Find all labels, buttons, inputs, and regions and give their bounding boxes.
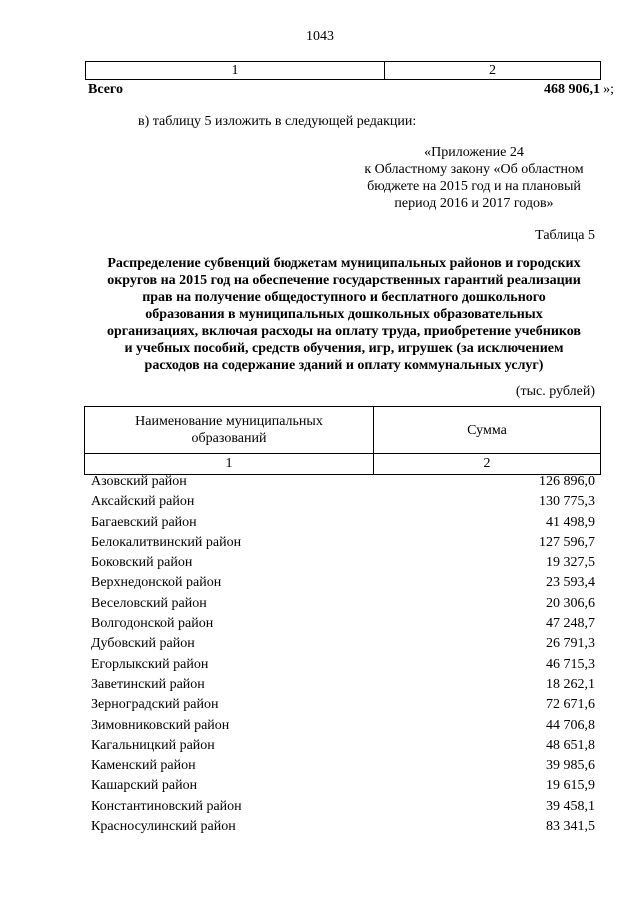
district-name: Зерноградский район (91, 697, 219, 713)
district-name: Кашарский район (91, 778, 198, 794)
district-amount: 39 458,1 (546, 798, 595, 814)
appendix-line: бюджете на 2015 год и на плановый (367, 179, 581, 194)
table-row (91, 614, 595, 634)
appendix-line: период 2016 и 2017 годов» (394, 196, 554, 211)
table-row (91, 533, 595, 553)
district-name: Багаевский район (91, 514, 197, 530)
district-amount: 44 706,8 (546, 717, 595, 733)
total-row (88, 82, 628, 100)
column-header-name-line: Наименование муниципальных (135, 414, 323, 429)
heading-line: Распределение субвенций бюджетам муниципальных районов и городских (107, 256, 581, 271)
table-row (91, 797, 595, 817)
table-row (91, 756, 595, 776)
column-index-2: 2 (374, 454, 601, 475)
district-name: Верхнедонской район (91, 575, 222, 591)
district-name: Красносулинский район (91, 819, 236, 835)
district-amount: 26 791,3 (546, 636, 595, 652)
table-label: Таблица 5 (535, 228, 595, 243)
table-row (91, 817, 595, 837)
table-row (91, 492, 595, 512)
district-amount: 19 615,9 (546, 778, 595, 794)
district-amount: 72 671,6 (546, 697, 595, 713)
table-row (91, 634, 595, 654)
heading-line: округов на 2015 год на обеспечение государственных гарантий реализации (107, 273, 581, 288)
total-value: 468 906,1 (544, 82, 600, 97)
district-amount: 20 306,6 (546, 595, 595, 611)
district-name: Аксайский район (91, 494, 195, 510)
page-number: 1043 (306, 29, 334, 44)
district-name: Зимовниковский район (91, 717, 230, 733)
district-amount: 18 262,1 (546, 676, 595, 692)
column-header-amount: Сумма (374, 407, 601, 454)
table-row (91, 472, 595, 492)
table-row (91, 594, 595, 614)
district-amount: 48 651,8 (546, 737, 595, 753)
district-amount: 130 775,3 (539, 494, 595, 510)
table-row (91, 776, 595, 796)
table-row (91, 675, 595, 695)
table-row (91, 573, 595, 593)
district-name: Константиновский район (91, 798, 242, 814)
district-amount: 83 341,5 (546, 819, 595, 835)
appendix-reference (346, 144, 602, 212)
heading-line: организациях, включая расходы на оплату труда, приобретение учебников (107, 324, 581, 339)
subventions-table-header (84, 406, 601, 475)
units-label: (тыс. рублей) (515, 384, 595, 399)
heading-line: расходов на содержание зданий и оплату коммунальных услуг) (144, 358, 544, 373)
district-amount: 46 715,3 (546, 656, 595, 672)
column-index-2: 2 (385, 62, 601, 80)
heading-line: прав на получение общедоступного и бесплатного дошкольного (142, 290, 546, 305)
appendix-line: к Областному закону «Об областном (364, 162, 584, 177)
column-header-name (85, 407, 374, 454)
district-name: Азовский район (91, 474, 187, 489)
table-row (91, 553, 595, 573)
district-amount: 41 498,9 (546, 514, 595, 530)
district-name: Белокалитвинский район (91, 534, 242, 550)
table-row (91, 513, 595, 533)
total-label: Всего (88, 82, 123, 97)
district-name: Дубовский район (91, 636, 195, 652)
district-amount: 23 593,4 (546, 575, 595, 591)
heading-line: образования в муниципальных дошкольных образовательных (145, 307, 543, 322)
district-name: Боковский район (91, 555, 193, 571)
total-closing-quote: »; (603, 82, 614, 97)
appendix-line: «Приложение 24 (424, 145, 524, 160)
column-index-1: 1 (86, 62, 385, 80)
table-row (91, 716, 595, 736)
table-heading (84, 255, 604, 374)
district-amount: 19 327,5 (546, 555, 595, 571)
table-body (91, 472, 595, 837)
district-amount: 127 596,7 (539, 534, 595, 550)
district-amount: 47 248,7 (546, 616, 595, 632)
column-index-1: 1 (85, 454, 374, 475)
table-row (91, 695, 595, 715)
district-name: Веселовский район (91, 595, 207, 611)
table-row (91, 736, 595, 756)
district-name: Кагальницкий район (91, 737, 215, 753)
column-header-name-line: образований (191, 431, 267, 446)
heading-line: и учебных пособий, средств обучения, игр, игрушек (за исключением (124, 341, 564, 356)
district-name: Каменский район (91, 758, 196, 774)
district-amount: 39 985,6 (546, 758, 595, 774)
continuation-table-header (85, 61, 601, 80)
district-amount: 126 896,0 (539, 474, 595, 489)
district-name: Егорлыкский район (91, 656, 209, 672)
district-name: Волгодонской район (91, 616, 214, 632)
district-name: Заветинский район (91, 676, 205, 692)
table-row (91, 655, 595, 675)
instruction-text: в) таблицу 5 изложить в следующей редакции: (138, 114, 417, 129)
